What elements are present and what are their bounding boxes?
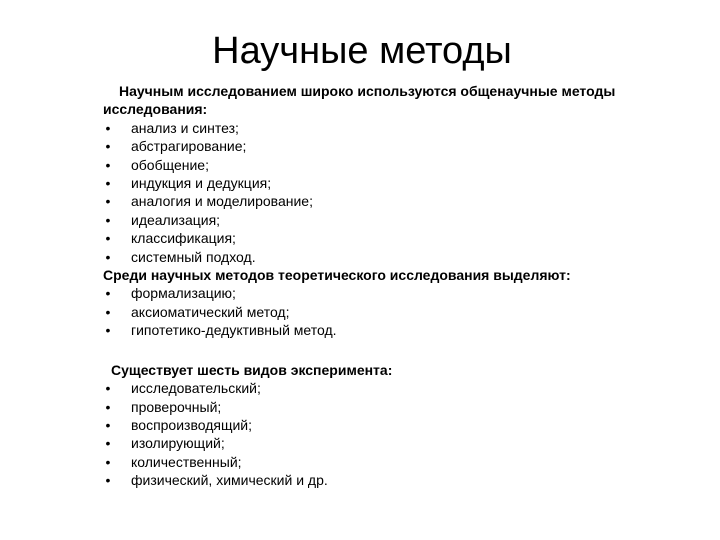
list-item-text: проверочный; (131, 398, 222, 415)
section1-intro-line2: исследования: (103, 101, 208, 118)
list-item (103, 303, 703, 321)
list-item (103, 211, 703, 229)
bullet-icon: • (105, 416, 111, 433)
bullet-icon: • (105, 156, 111, 173)
bullet-icon: • (105, 193, 111, 210)
list-item-text: формализацию; (131, 285, 236, 302)
list-item (103, 471, 703, 489)
list-item-text: обобщение; (131, 156, 209, 173)
bullet-icon: • (105, 230, 111, 247)
list-item (103, 284, 703, 302)
list-item-text: классификация; (131, 230, 236, 247)
slide-title: Научные методы (212, 30, 512, 72)
list-item (103, 137, 703, 155)
list-item (103, 156, 703, 174)
section1-list (103, 119, 703, 266)
list-item (103, 379, 703, 397)
list-item-text: аналогия и моделирование; (131, 193, 313, 210)
section1-intro-line1: Научным исследованием широко используются общенаучные методы (119, 83, 616, 99)
bullet-icon: • (105, 322, 111, 339)
list-item-text: системный подход. (131, 248, 256, 265)
bullet-icon: • (105, 472, 111, 489)
list-item (103, 398, 703, 416)
section3-list (103, 379, 703, 489)
list-item (103, 416, 703, 434)
list-item-text: абстрагирование; (131, 138, 247, 155)
list-item-text: физический, химический и др. (131, 472, 328, 489)
list-item (103, 192, 703, 210)
bullet-icon: • (105, 248, 111, 265)
list-item (103, 174, 703, 192)
bullet-icon: • (105, 285, 111, 302)
list-item-text: индукция и дедукция; (131, 175, 272, 192)
bullet-icon: • (105, 211, 111, 228)
bullet-icon: • (105, 119, 111, 136)
list-item (103, 119, 703, 137)
bullet-icon: • (105, 380, 111, 397)
list-item-text: исследовательский; (131, 380, 261, 397)
bullet-icon: • (105, 175, 111, 192)
list-item-text: идеализация; (131, 211, 221, 228)
list-item (103, 229, 703, 247)
list-item-text: гипотетико-дедуктивный метод. (131, 322, 337, 339)
list-item (103, 453, 703, 471)
list-item-text: количественный; (131, 453, 242, 470)
bullet-icon: • (105, 398, 111, 415)
list-item-text: воспроизводящий; (131, 416, 253, 433)
bullet-icon: • (105, 453, 111, 470)
list-item (103, 321, 703, 339)
list-item-text: анализ и синтез; (131, 119, 239, 136)
list-item (103, 434, 703, 452)
section2-list (103, 284, 703, 339)
section-spacer (103, 340, 703, 361)
list-item-text: аксиоматический метод; (131, 303, 290, 320)
list-item (103, 248, 703, 266)
section2-heading: Среди научных методов теоретического исследования выделяют: (103, 267, 571, 284)
list-item-text: изолирующий; (131, 435, 225, 452)
bullet-icon: • (105, 435, 111, 452)
bullet-icon: • (105, 138, 111, 155)
bullet-icon: • (105, 303, 111, 320)
section3-heading: Существует шесть видов эксперимента: (111, 361, 393, 378)
slide-body (103, 82, 703, 490)
